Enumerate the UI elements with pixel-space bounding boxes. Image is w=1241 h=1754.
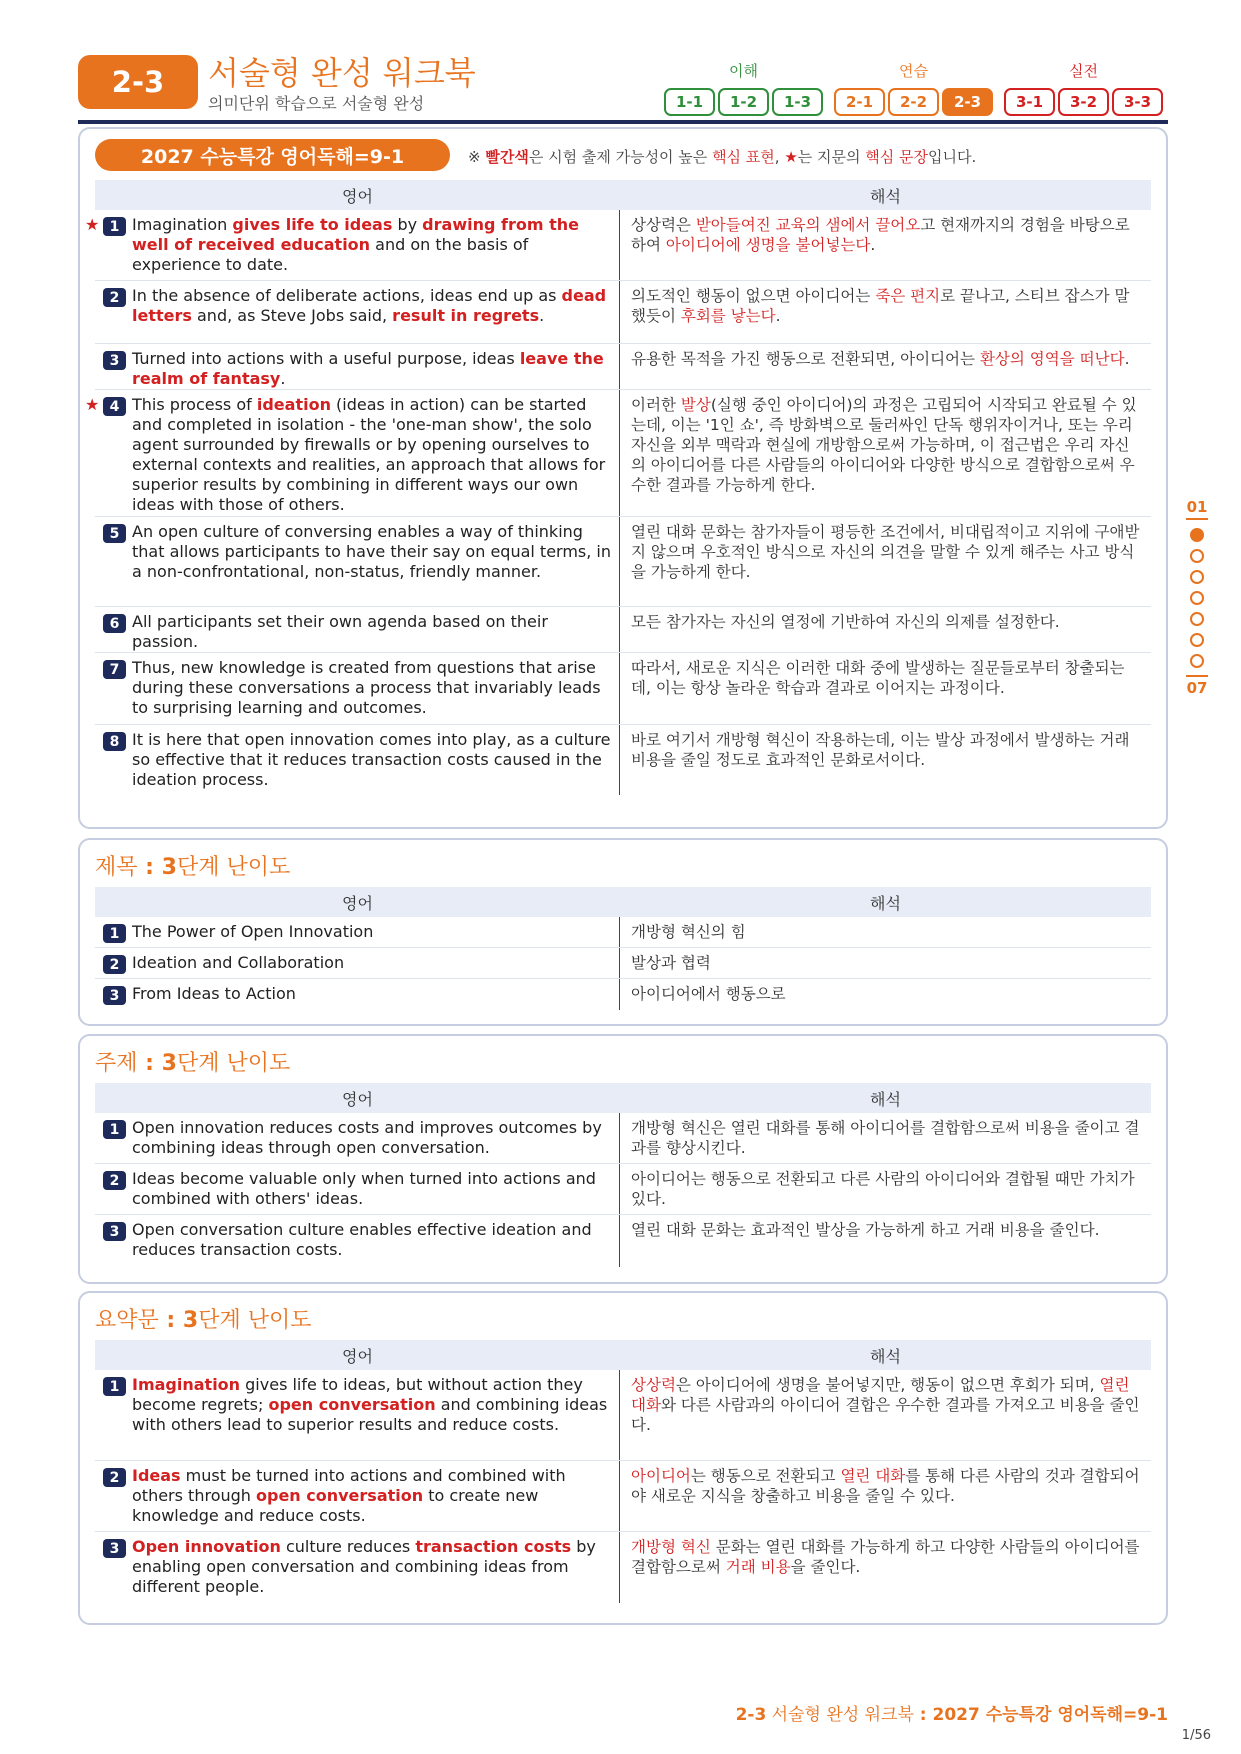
nav-group-real (1004, 60, 1163, 116)
summary-row (95, 1370, 1151, 1461)
col-header-english: 영어 (342, 1089, 373, 1109)
col-header-korean: 해석 (870, 1346, 901, 1366)
title-row (95, 917, 1151, 948)
sentence-row (95, 281, 1151, 344)
nav-tab-3-2[interactable]: 3-2 (1058, 88, 1109, 116)
progress-dot-4[interactable] (1190, 591, 1204, 605)
option-number: 3 (103, 1222, 126, 1241)
summary-english: 2 Ideas must be turned into actions and combined with others through open conversation to create new knowledge and reduce costs. (95, 1461, 620, 1531)
page-title: 서술형 완성 워크북 (208, 54, 476, 92)
option-number: 1 (103, 1377, 126, 1396)
sentence-number: 3 (103, 351, 126, 370)
table-header (95, 887, 1151, 917)
sentence-number: 6 (103, 614, 126, 633)
topic-korean: 열린 대화 문화는 효과적인 발상을 가능하게 하고 거래 비용을 줄인다. (631, 1221, 1100, 1239)
topic-korean: 개방형 혁신은 열린 대화를 통해 아이디어를 결합함으로써 비용을 줄이고 결과를 향상시킨다. (631, 1119, 1140, 1157)
header-divider (78, 120, 1168, 124)
option-number: 3 (103, 1539, 126, 1558)
title-panel (78, 838, 1168, 1026)
topic-row (95, 1215, 1151, 1267)
side-index-top: 01 (1186, 498, 1208, 520)
summary-row (95, 1532, 1151, 1603)
sentence-row (85, 210, 1151, 281)
nav-tab-2-3-active[interactable]: 2-3 (942, 88, 993, 116)
table-header (95, 1340, 1151, 1370)
nav-tab-1-2[interactable]: 1-2 (718, 88, 769, 116)
section-heading: 요약문 : 3단계 난이도 (95, 1308, 312, 1333)
col-header-korean: 해석 (870, 1089, 901, 1109)
summary-english: 1 Imagination gives life to ideas, but without action they become regrets; open conversation and combining ideas with others lead to superior results and reduce costs. (95, 1370, 620, 1460)
summary-korean: 상상력은 아이디어에 생명을 불어넣지만, 행동이 없으면 후회가 되며, 열린 대화와 다른 사람과의 아이디어 결합은 우수한 결과를 가져오고 비용을 줄인다. (631, 1376, 1140, 1434)
sentence-row (95, 344, 1151, 390)
option-number: 2 (103, 1171, 126, 1190)
table-header (95, 1083, 1151, 1113)
passage-table (85, 180, 1151, 795)
page-subtitle: 의미단위 학습으로 서술형 완성 (208, 94, 425, 113)
sentence-row (95, 725, 1151, 795)
summary-row (95, 1461, 1151, 1532)
sentence-english: 5 An open culture of conversing enables a way of thinking that allows participants to have their say on equal terms, in a non-confrontational, non-status, friendly manner. (95, 517, 620, 606)
star-icon: ★ (85, 395, 100, 414)
sentence-korean: 의도적인 행동이 없으면 아이디어는 죽은 편지로 끝나고, 스티브 잡스가 말했듯이 후회를 낳는다. (631, 287, 1130, 325)
side-index-bottom: 07 (1186, 675, 1208, 699)
title-row (95, 948, 1151, 979)
col-header-english: 영어 (342, 186, 373, 206)
nav-tab-3-1[interactable]: 3-1 (1004, 88, 1055, 116)
summary-english: 3 Open innovation culture reduces transaction costs by enabling open conversation and combining ideas from different people. (95, 1532, 620, 1603)
star-icon: ★ (784, 148, 798, 166)
sentence-number: 1 (103, 217, 126, 236)
source-pill: 2027 수능특강 영어독해=9-1 (95, 139, 450, 171)
progress-dot-2[interactable] (1190, 549, 1204, 563)
col-header-korean: 해석 (870, 186, 901, 206)
sentence-row (95, 653, 1151, 725)
sentence-korean: 유용한 목적을 가진 행동으로 전환되면, 아이디어는 환상의 영역을 떠난다. (631, 350, 1130, 368)
nav-tab-3-3[interactable]: 3-3 (1112, 88, 1163, 116)
sentence-korean: 따라서, 새로운 지식은 이러한 대화 중에 발생하는 질문들로부터 창출되는데, 이는 항상 놀라운 학습과 결과로 이어지는 과정이다. (631, 659, 1125, 697)
summary-panel (78, 1291, 1168, 1625)
sentence-number: 4 (103, 397, 126, 416)
footer-caption: 2-3 서술형 완성 워크북 : 2027 수능특강 영어독해=9-1 (735, 1705, 1168, 1725)
title-korean: 발상과 협력 (631, 954, 711, 972)
sentence-korean: 열린 대화 문화는 참가자들이 평등한 조건에서, 비대립적이고 지위에 구애받지 않으며 우호적인 방식으로 자신의 의견을 말할 수 있게 해주는 사고 방식을 가능하게 한다. (631, 523, 1140, 581)
col-header-english: 영어 (342, 893, 373, 913)
sentence-english: 6 All participants set their own agenda based on their passion. (95, 607, 620, 652)
progress-dot-7[interactable] (1190, 654, 1204, 668)
passage-panel (78, 127, 1168, 829)
summary-table (95, 1340, 1151, 1603)
nav-tab-2-2[interactable]: 2-2 (888, 88, 939, 116)
option-number: 3 (103, 986, 126, 1005)
progress-dot-3[interactable] (1190, 570, 1204, 584)
star-icon: ★ (85, 215, 100, 234)
page-number: 1/56 (1181, 1728, 1211, 1743)
nav-tab-1-3[interactable]: 1-3 (772, 88, 823, 116)
title-korean: 개방형 혁신의 힘 (631, 923, 746, 941)
option-number: 1 (103, 924, 126, 943)
sentence-english: ★ 4 This process of ideation (ideas in action) can be started and completed in isolation - the 'one-man show', the solo agent surrounded by firewalls or by opening ourselves to external contexts and realities, an approach that allows for superior results by combining in different ways our own ideas with those of others. (95, 390, 620, 516)
sentence-english: 7 Thus, new knowledge is created from questions that arise during these conversations a process that invariably leads to surprising learning and outcomes. (95, 653, 620, 724)
col-header-english: 영어 (342, 1346, 373, 1366)
side-progress-index (1186, 498, 1208, 699)
title-row (95, 979, 1151, 1010)
nav-group-label: 이해 (729, 62, 758, 80)
title-korean: 아이디어에서 행동으로 (631, 985, 786, 1003)
sentence-korean: 상상력은 받아들여진 교육의 샘에서 끌어오고 현재까지의 경험을 바탕으로 하여 아이디어에 생명을 불어넣는다. (631, 216, 1130, 254)
progress-dot-1[interactable] (1190, 528, 1204, 542)
sentence-row (85, 390, 1151, 517)
sentence-korean: 바로 여기서 개방형 혁신이 작용하는데, 이는 발상 과정에서 발생하는 거래 비용을 줄일 정도로 효과적인 문화로서이다. (631, 731, 1130, 769)
nav-group-practice (834, 60, 993, 116)
sentence-row (95, 517, 1151, 607)
topic-english: 2 Ideas become valuable only when turned into actions and combined with others' ideas. (95, 1164, 620, 1214)
option-number: 2 (103, 955, 126, 974)
sentence-english: 2 In the absence of deliberate actions, ideas end up as dead letters and, as Steve Jobs said, result in regrets. (95, 281, 620, 343)
nav-tab-2-1[interactable]: 2-1 (834, 88, 885, 116)
summary-korean: 아이디어는 행동으로 전환되고 열린 대화를 통해 다른 사람의 것과 결합되어야 새로운 지식을 창출하고 비용을 줄일 수 있다. (631, 1467, 1140, 1505)
topic-row (95, 1164, 1151, 1215)
title-english: 3 From Ideas to Action (95, 979, 620, 1010)
section-heading: 주제 : 3단계 난이도 (95, 1051, 291, 1076)
sentence-english: ★ 1 Imagination gives life to ideas by drawing from the well of received education and on the basis of experience to date. (95, 210, 620, 280)
lesson-badge: 2-3 (78, 55, 198, 109)
option-number: 1 (103, 1120, 126, 1139)
sentence-number: 2 (103, 288, 126, 307)
progress-dot-6[interactable] (1190, 633, 1204, 647)
progress-dot-5[interactable] (1190, 612, 1204, 626)
sentence-english: 8 It is here that open innovation comes into play, as a culture so effective that it reduces transaction costs caused in the ideation process. (95, 725, 620, 795)
title-table (95, 887, 1151, 1010)
topic-row (95, 1113, 1151, 1164)
nav-group-understand (664, 60, 823, 116)
nav-group-label: 연습 (899, 62, 928, 80)
topic-english: 3 Open conversation culture enables effective ideation and reduces transaction costs. (95, 1215, 620, 1267)
topic-panel (78, 1034, 1168, 1284)
col-header-korean: 해석 (870, 893, 901, 913)
legend-note: ※ 빨간색은 시험 출제 가능성이 높은 핵심 표현, ★는 지문의 핵심 문장입니다. (468, 148, 977, 166)
sentence-row (95, 607, 1151, 653)
sentence-korean: 이러한 발상(실행 중인 아이디어)의 과정은 고립되어 시작되고 완료될 수 있는데, 이는 '1인 쇼', 즉 방화벽으로 둘러싸인 단독 행위자이거나, 또는 우리 자신을 외부 맥락과 현실에 개방함으로써 가능하며, 이 접근법은 우리 자신의 아이디어를 다른 사람들의 아이디어와 다양한 방식으로 결합함으로써 우수한 결과를 가능하게 한다. (631, 396, 1137, 494)
table-header (95, 180, 1151, 210)
sentence-number: 8 (103, 732, 126, 751)
topic-english: 1 Open innovation reduces costs and improves outcomes by combining ideas through open conversation. (95, 1113, 620, 1163)
nav-tab-1-1[interactable]: 1-1 (664, 88, 715, 116)
topic-table (95, 1083, 1151, 1267)
summary-korean: 개방형 혁신 문화는 열린 대화를 가능하게 하고 다양한 사람들의 아이디어를 결합함으로써 거래 비용을 줄인다. (631, 1538, 1140, 1576)
section-heading: 제목 : 3단계 난이도 (95, 855, 291, 880)
sentence-english: 3 Turned into actions with a useful purpose, ideas leave the realm of fantasy. (95, 344, 620, 389)
nav-group-label: 실전 (1069, 62, 1098, 80)
topic-korean: 아이디어는 행동으로 전환되고 다른 사람의 아이디어와 결합될 때만 가치가 있다. (631, 1170, 1135, 1208)
title-english: 2 Ideation and Collaboration (95, 948, 620, 978)
sentence-korean: 모든 참가자는 자신의 열정에 기반하여 자신의 의제를 설정한다. (631, 613, 1060, 631)
option-number: 2 (103, 1468, 126, 1487)
sentence-number: 5 (103, 524, 126, 543)
title-english: 1 The Power of Open Innovation (95, 917, 620, 947)
sentence-number: 7 (103, 660, 126, 679)
